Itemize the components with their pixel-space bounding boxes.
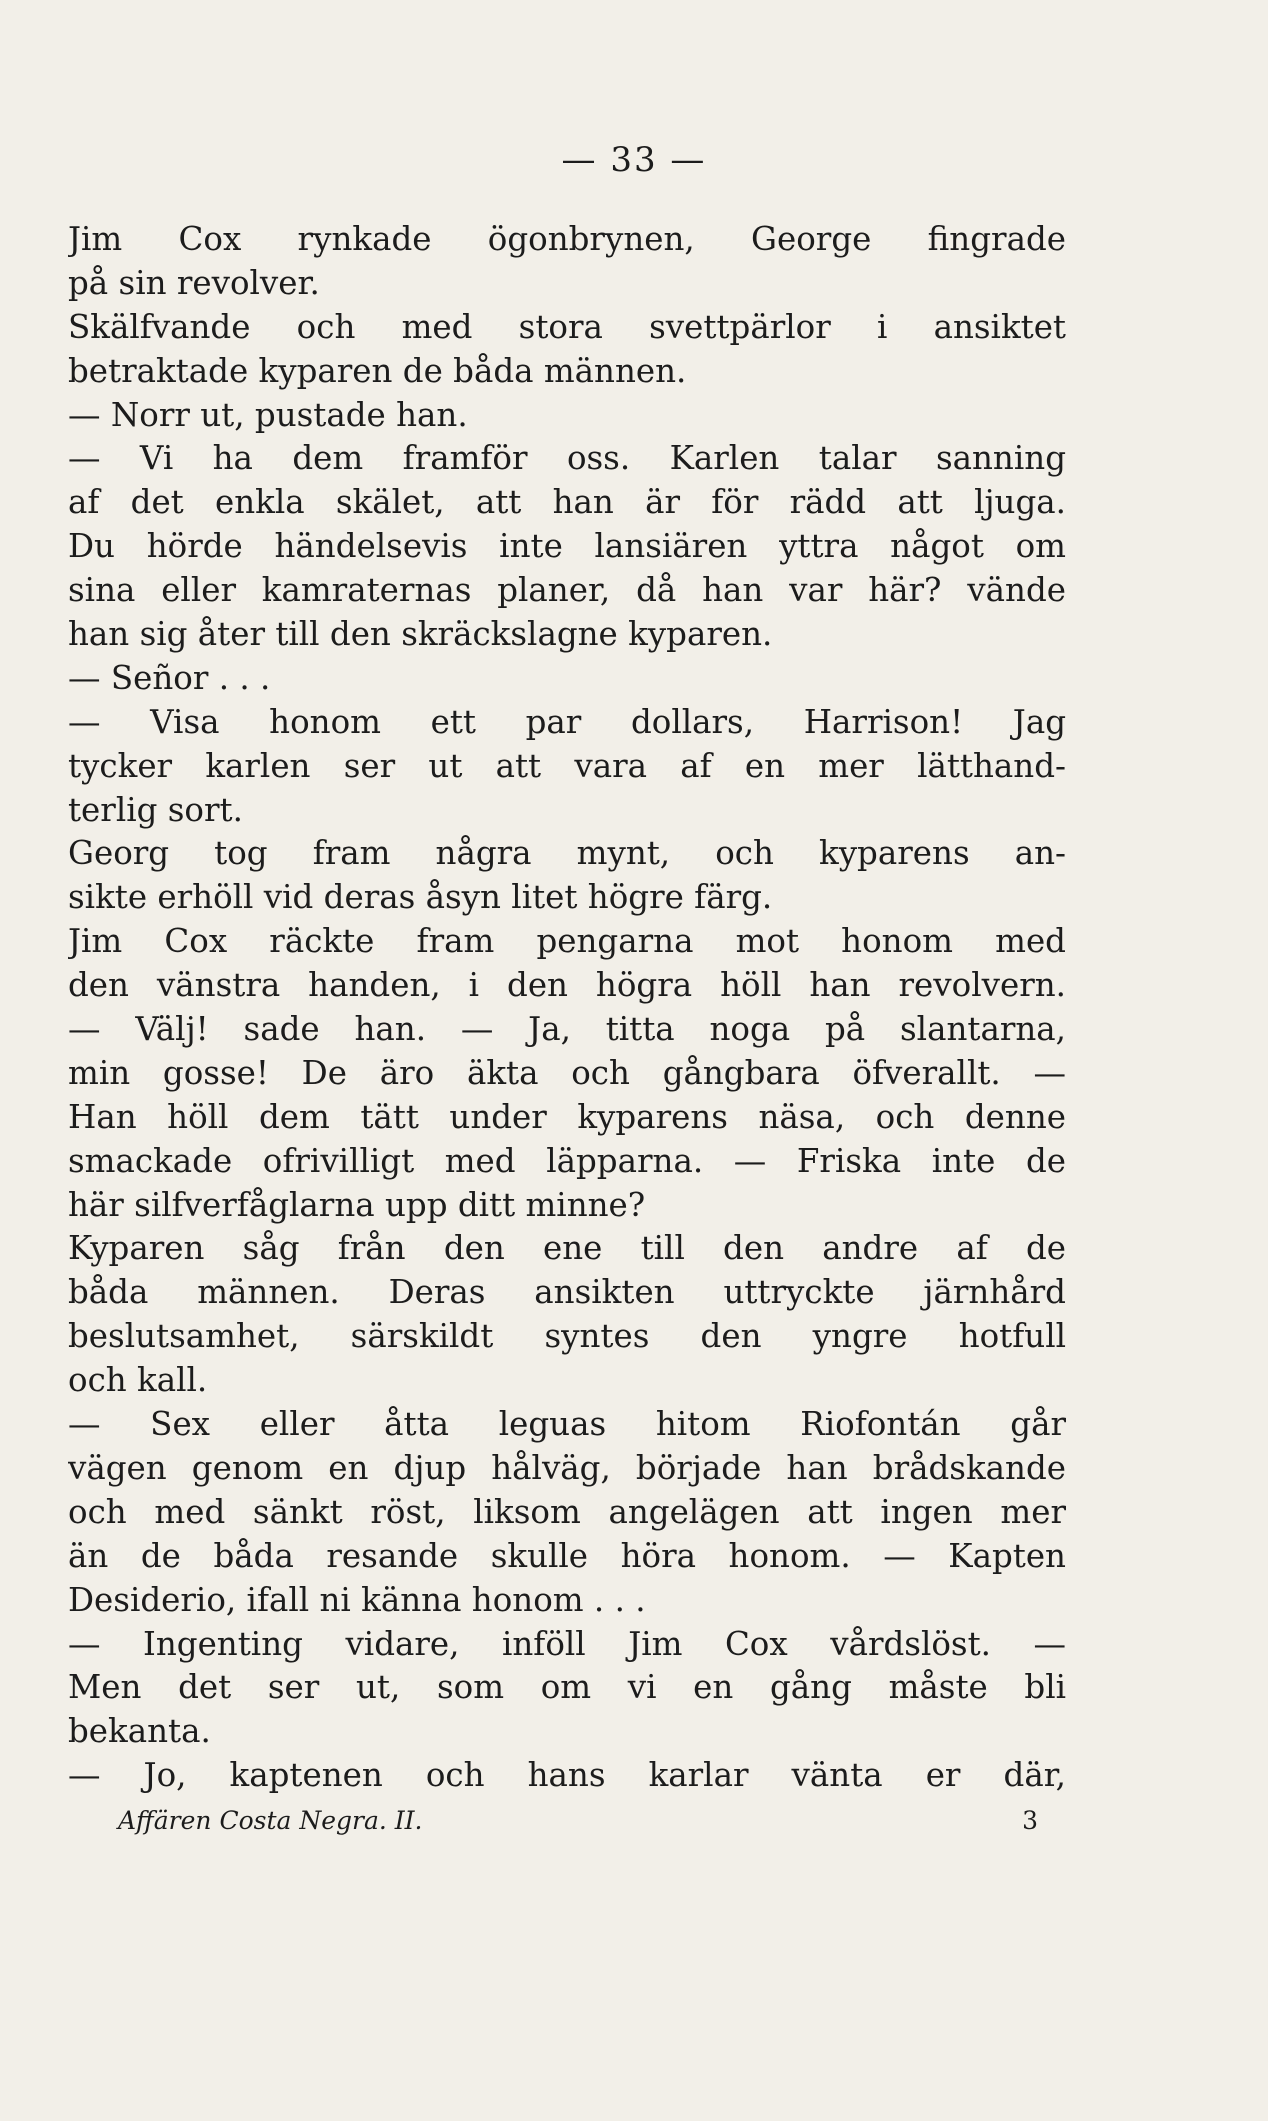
text-line: Du hörde händelsevis inte lansiären yttra något om (68, 527, 1066, 566)
footer-sheet-number: 3 (1022, 1806, 1038, 1835)
text-line: den vänstra handen, i den högra höll han revolvern. (68, 966, 1066, 1005)
page-number: — 33 — (561, 140, 707, 180)
footer-signature: Affären Costa Negra. II. (118, 1806, 423, 1835)
text-line: Desiderio, ifall ni känna honom . . . (68, 1580, 646, 1619)
text-line: — Vi ha dem framför oss. Karlen talar sanning (68, 439, 1066, 478)
text-line: — Ingenting vidare, inföll Jim Cox vårdslöst. — (68, 1624, 1066, 1663)
body-text (68, 218, 1066, 1798)
text-line: Georg tog fram några mynt, och kyparens an- (68, 834, 1066, 873)
text-line: min gosse! De äro äkta och gångbara öfverallt. — (68, 1053, 1066, 1092)
text-line: sina eller kamraternas planer, då han var här? vände (68, 571, 1066, 610)
text-line: — Norr ut, pustade han. (68, 395, 468, 434)
text-line: betraktade kyparen de båda männen. (68, 351, 687, 390)
text-line: af det enkla skälet, att han är för rädd att ljuga. (68, 483, 1066, 522)
text-line: Skälfvande och med stora svettpärlor i ansiktet (68, 307, 1066, 346)
text-line: — Sex eller åtta leguas hitom Riofontán går (68, 1405, 1066, 1444)
text-line: bekanta. (68, 1712, 211, 1751)
text-line: terlig sort. (68, 790, 243, 829)
text-line: Han höll dem tätt under kyparens näsa, och denne (68, 1097, 1066, 1136)
text-line: beslutsamhet, särskildt syntes den yngre hotfull (68, 1317, 1066, 1356)
text-line: Jim Cox rynkade ögonbrynen, George fingrade (68, 220, 1066, 258)
text-line: smackade ofrivilligt med läpparna. — Friska inte de (68, 1141, 1066, 1180)
text-line: — Visa honom ett par dollars, Harrison! Jag (68, 702, 1066, 741)
text-line: — Jo, kaptenen och hans karlar vänta er där, (68, 1756, 1066, 1795)
text-line: båda männen. Deras ansikten uttryckte järnhård (68, 1273, 1066, 1312)
text-line: Kyparen såg från den ene till den andre af de (68, 1229, 1066, 1268)
text-line: Men det ser ut, som om vi en gång måste bli (68, 1668, 1066, 1707)
text-line: sikte erhöll vid deras åsyn litet högre färg. (68, 878, 773, 917)
text-line: — Señor . . . (68, 658, 271, 697)
text-line: och med sänkt röst, liksom angelägen att ingen mer (68, 1492, 1066, 1531)
text-line: tycker karlen ser ut att vara af en mer lätthand- (68, 746, 1066, 785)
text-line: han sig åter till den skräckslagne kyparen. (68, 615, 773, 654)
text-line: — Välj! sade han. — Ja, titta noga på slantarna, (68, 1010, 1066, 1049)
text-line: Jim Cox räckte fram pengarna mot honom med (68, 922, 1066, 961)
text-line: på sin revolver. (68, 263, 320, 302)
text-line: och kall. (68, 1361, 208, 1400)
text-line: här silfverfåglarna upp ditt minne? (68, 1185, 646, 1224)
text-line: än de båda resande skulle höra honom. — Kapten (68, 1536, 1066, 1575)
text-line: vägen genom en djup hålväg, började han brådskande (68, 1448, 1066, 1487)
